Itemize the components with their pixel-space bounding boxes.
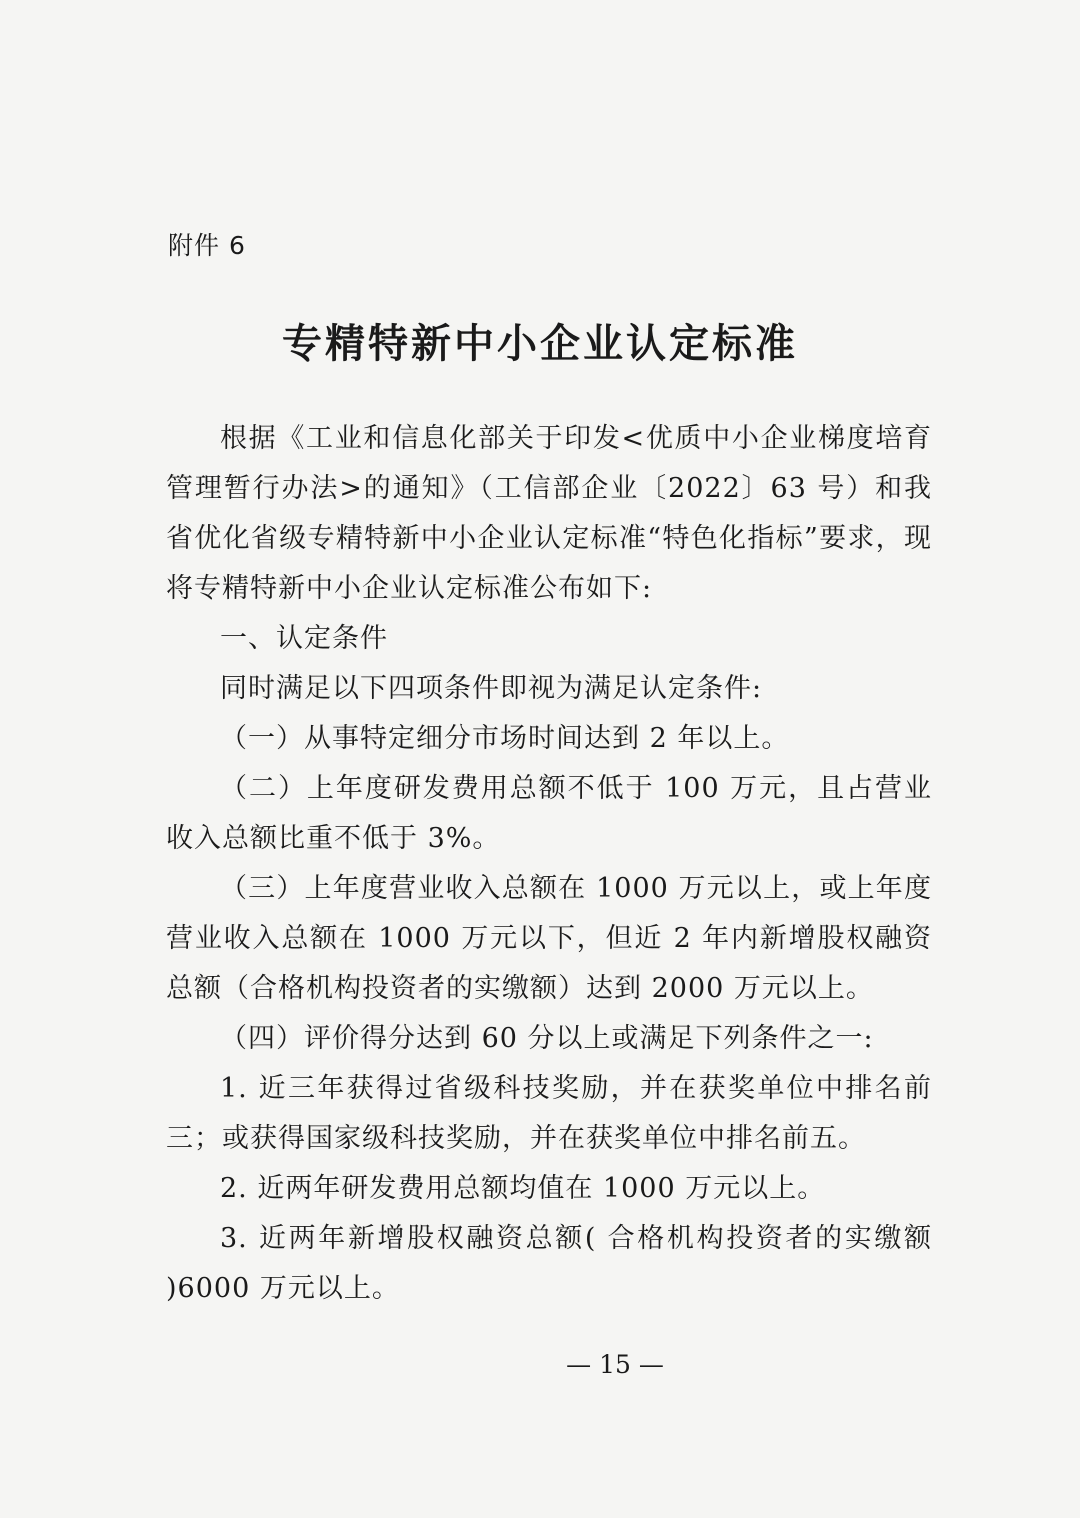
sub-condition-1: 1. 近三年获得过省级科技奖励，并在获奖单位中排名前三；或获得国家级科技奖励，并在获奖单位中排名前五。 <box>166 1073 932 1154</box>
attachment-label: 附件 6 <box>168 231 246 260</box>
document-title: 专精特新中小企业认定标准 <box>282 321 798 367</box>
condition-item-1: （一）从事特定细分市场时间达到 2 年以上。 <box>220 723 790 754</box>
sub-condition-3: 3. 近两年新增股权融资总额( 合格机构投资者的实缴额 )6000 万元以上。 <box>166 1223 932 1304</box>
section-lead: 同时满足以下四项条件即视为满足认定条件: <box>220 673 763 704</box>
intro-paragraph: 根据《工业和信息化部关于印发<优质中小企业梯度培育管理暂行办法>的通知》（工信部企业〔2022〕63 号）和我省优化省级专精特新中小企业认定标准“特色化指标”要求，现将专精特新中小企业认定标准公布如下: <box>166 423 932 604</box>
document-body <box>166 414 932 1314</box>
page-number: — 15 — <box>566 1350 664 1379</box>
sub-condition-2: 2. 近两年研发费用总额均值在 1000 万元以上。 <box>220 1173 826 1204</box>
condition-item-2: （二）上年度研发费用总额不低于 100 万元，且占营业收入总额比重不低于 3%。 <box>166 773 932 854</box>
section-heading: 一、认定条件 <box>220 623 388 654</box>
condition-item-4: （四）评价得分达到 60 分以上或满足下列条件之一: <box>220 1023 874 1054</box>
condition-item-3: （三）上年度营业收入总额在 1000 万元以上，或上年度营业收入总额在 1000 万元以下，但近 2 年内新增股权融资总额（合格机构投资者的实缴额）达到 2000 万元以上。 <box>166 873 932 1004</box>
